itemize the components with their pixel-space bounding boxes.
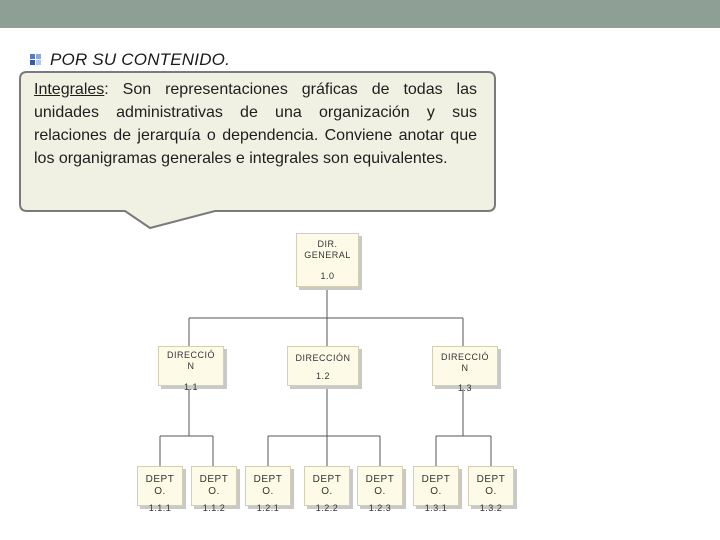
org-node-direction-1 (158, 346, 224, 392)
section-heading-text: POR SU CONTENIDO. (50, 50, 231, 69)
org-node-department-2 (191, 466, 237, 513)
node-code: 1.1.1 (148, 503, 172, 513)
node-name-line1: DEPT (253, 474, 283, 485)
node-code: 1.1.2 (202, 503, 226, 513)
node-name-line1: DEPT (421, 474, 451, 485)
org-node-direction-3 (432, 346, 498, 393)
node-name-line1: DEPT (476, 474, 506, 485)
node-code: 1.0 (320, 271, 335, 281)
node-name-line1: DEPT (145, 474, 175, 485)
node-code: 1.2.1 (256, 503, 280, 513)
node-code: 1.2 (315, 371, 330, 381)
org-node-department-1 (137, 466, 183, 513)
node-name-line2: GENERAL (304, 250, 351, 260)
node-code: 1.3.2 (479, 503, 503, 513)
node-code: 1.2.2 (315, 503, 339, 513)
node-name-line1: DEPT (365, 474, 395, 485)
callout-term: Integrales (34, 81, 105, 98)
node-name-line1: DIRECCIÓ (440, 352, 489, 362)
node-name-line1: DEPT (312, 474, 342, 485)
node-name-line2: O. (154, 486, 166, 497)
org-node-department-7 (468, 466, 514, 513)
node-name-line1: DEPT (199, 474, 229, 485)
node-name-line2: O. (208, 486, 220, 497)
node-code: 1.2.3 (368, 503, 392, 513)
node-name-line2: O. (430, 486, 442, 497)
node-code: 1.1 (183, 382, 198, 392)
node-name-line2: N (461, 363, 469, 373)
node-code: 1.3.1 (424, 503, 448, 513)
org-node-department-3 (245, 466, 291, 513)
org-node-department-4 (304, 466, 350, 513)
callout-body: Son representaciones gráficas de todas las unidades administrativas de una organización y sus relaciones de jerarquía o dependencia. Conviene anotar que los organigramas generales e integrales son equivalentes. (34, 81, 477, 167)
org-node-direction-2 (287, 346, 359, 386)
node-name-line2: N (187, 361, 195, 371)
org-node-department-6 (413, 466, 459, 513)
node-name-line2: O. (262, 486, 274, 497)
org-node-root (296, 233, 359, 287)
node-name-line2: O. (321, 486, 333, 497)
node-name-line1: DIR. (317, 239, 338, 249)
node-name-line1: DIRECCIÓ (166, 350, 215, 360)
org-node-department-5 (357, 466, 403, 513)
node-name-line2: O. (374, 486, 386, 497)
node-name-line2: O. (485, 486, 497, 497)
node-code: 1.3 (457, 383, 472, 393)
callout-colon: : (104, 81, 109, 98)
node-name-line1: DIRECCIÓN (295, 353, 351, 363)
